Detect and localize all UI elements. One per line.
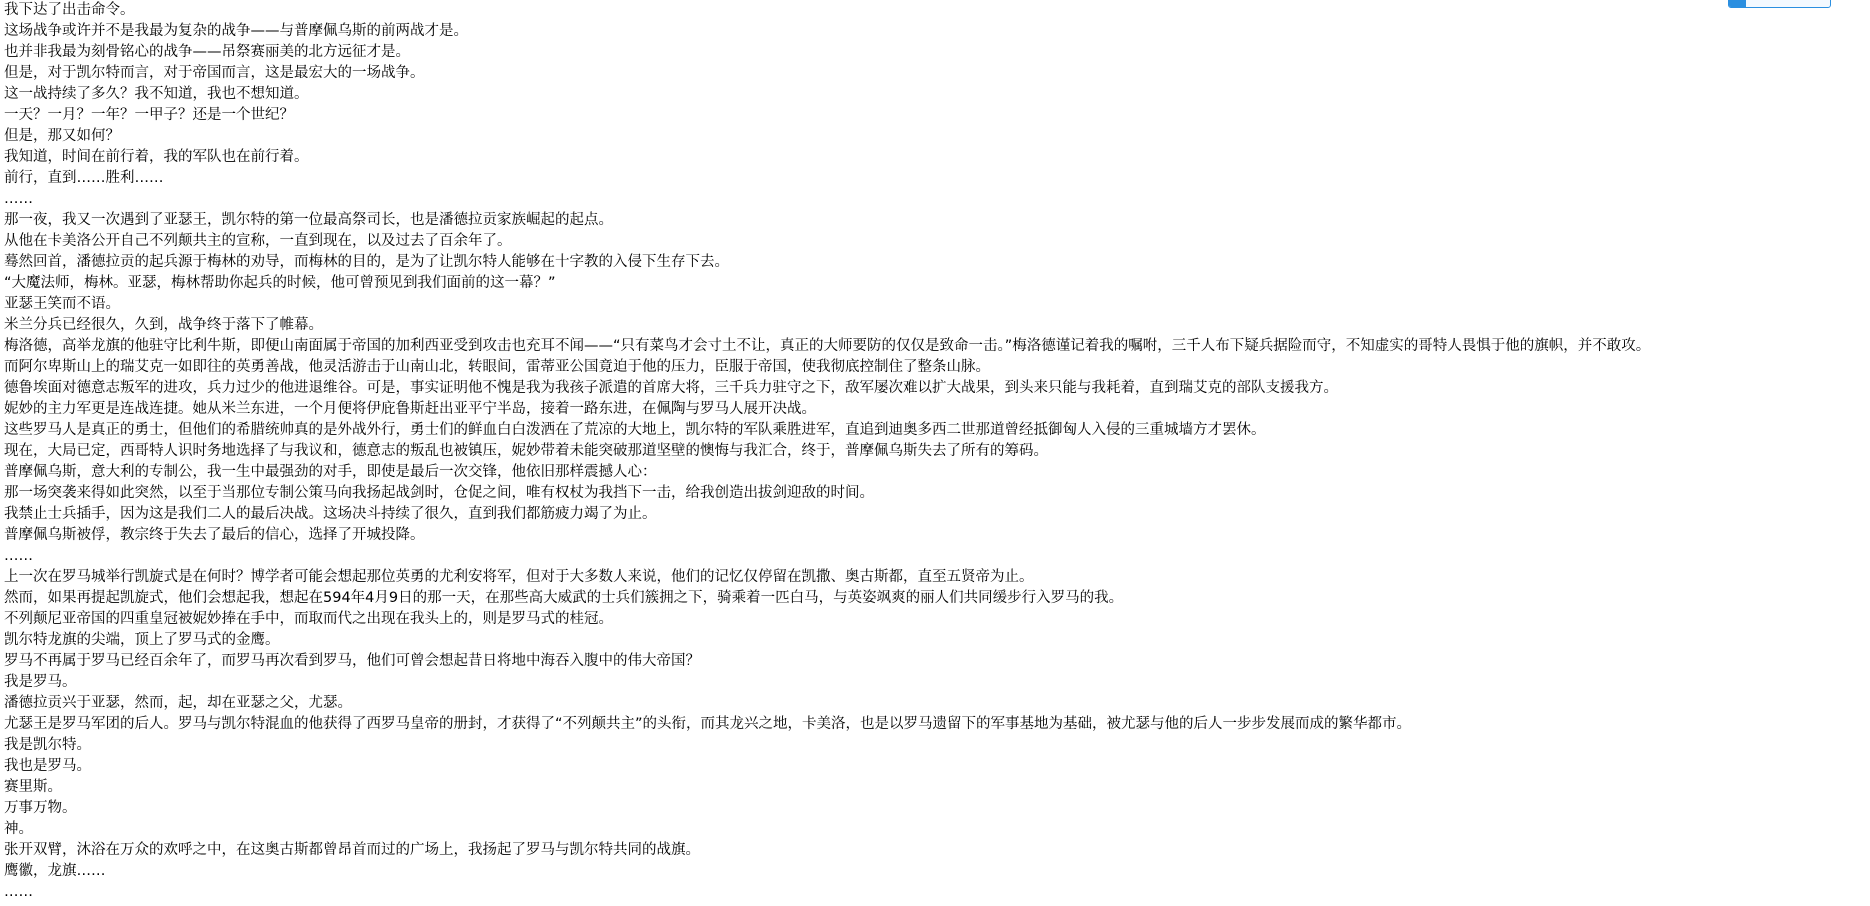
text-line: 万事万物。 <box>4 800 77 816</box>
text-line: 张开双臂，沐浴在万众的欢呼之中，在这奥古斯都曾昂首而过的广场上，我扬起了罗马与凯尔特共同的战旗。 <box>4 842 700 858</box>
text-line: 我禁止士兵插手，因为这是我们二人的最后决战。这场决斗持续了很久，直到我们都筋疲力竭了为止。 <box>4 506 657 522</box>
text-line: …… <box>4 884 33 900</box>
text-line: 但是，那又如何？ <box>4 128 120 144</box>
text-line: “大魔法师，梅林。亚瑟，梅林帮助你起兵的时候，他可曾预见到我们面前的这一幕？” <box>4 275 556 291</box>
text-line: 蓦然回首，潘德拉贡的起兵源于梅林的劝导，而梅林的目的，是为了让凯尔特人能够在十字教的入侵下生存下去。 <box>4 254 729 270</box>
text-line: …… <box>4 191 33 207</box>
text-line: 米兰分兵已经很久，久到，战争终于落下了帷幕。 <box>4 317 323 333</box>
text-line: 神。 <box>4 821 33 837</box>
text-line: 妮妙的主力军更是连战连捷。她从米兰东进，一个月便将伊庇鲁斯赶出亚平宁半岛，接着一路东进，在佩陶与罗马人展开决战。 <box>4 401 816 417</box>
text-line: 我是凯尔特。 <box>4 737 91 753</box>
text-line: 罗马不再属于罗马已经百余年了，而罗马再次看到罗马，他们可曾会想起昔日将地中海吞入腹中的伟大帝国？ <box>4 653 700 669</box>
text-line: 我知道，时间在前行着，我的军队也在前行着。 <box>4 149 309 165</box>
text-line: …… <box>4 548 33 564</box>
text-line: 也并非我最为刻骨铭心的战争——吊祭赛丽美的北方远征才是。 <box>4 44 410 60</box>
text-line: 前行，直到……胜利…… <box>4 170 164 186</box>
text-line: 从他在卡美洛公开自己不列颠共主的宣称，一直到现在，以及过去了百余年了。 <box>4 233 512 249</box>
text-line: 那一夜，我又一次遇到了亚瑟王，凯尔特的第一位最高祭司长，也是潘德拉贡家族崛起的起点。 <box>4 212 613 228</box>
text-line: 赛里斯。 <box>4 779 62 795</box>
article-text <box>4 0 1866 903</box>
text-line: 而阿尔卑斯山上的瑞艾克一如即往的英勇善战，他灵活游击于山南山北，转眼间，雷蒂亚公国竟迫于他的压力，臣服于帝国，使我彻底控制住了整条山脉。 <box>4 359 990 375</box>
text-line: 现在，大局已定，西哥特人识时务地选择了与我议和，德意志的叛乱也被镇压，妮妙带着未能突破那道坚壁的懊悔与我汇合，终于，普摩佩乌斯失去了所有的筹码。 <box>4 443 1048 459</box>
text-line: 这场战争或许并不是我最为复杂的战争——与普摩佩乌斯的前两战才是。 <box>4 23 468 39</box>
text-line: 普摩佩乌斯被俘，教宗终于失去了最后的信心，选择了开城投降。 <box>4 527 425 543</box>
text-line: 亚瑟王笑而不语。 <box>4 296 120 312</box>
text-line: 鹰徽，龙旗…… <box>4 863 106 879</box>
text-line: 我也是罗马。 <box>4 758 91 774</box>
text-line: 梅洛德，高举龙旗的他驻守比利牛斯，即便山南面属于帝国的加利西亚受到攻击也充耳不闻——“只有菜鸟才会寸土不让，真正的大师要防的仅仅是致命一击。”梅洛德谨记着我的嘱咐，三千人布下疑兵据险而守，不知虚实的哥特人畏惧于他的旗帜，并不敢攻。 <box>4 338 1651 354</box>
text-line: 不列颠尼亚帝国的四重皇冠被妮妙捧在手中，而取而代之出现在我头上的，则是罗马式的桂冠。 <box>4 611 613 627</box>
text-line: 然而，如果再提起凯旋式，他们会想起我，想起在594年4月9日的那一天，在那些高大威武的士兵们簇拥之下，骑乘着一匹白马，与英姿飒爽的丽人们共同缓步行入罗马的我。 <box>4 590 1124 606</box>
text-line: 那一场突袭来得如此突然，以至于当那位专制公策马向我扬起战剑时，仓促之间，唯有权杖为我挡下一击，给我创造出拔剑迎敌的时间。 <box>4 485 874 501</box>
text-line: 我是罗马。 <box>4 674 77 690</box>
text-line: 这些罗马人是真正的勇士，但他们的希腊统帅真的是外战外行，勇士们的鲜血白白泼洒在了荒凉的大地上，凯尔特的军队乘胜进军，直追到迪奥多西二世那道曾经抵御匈人入侵的三重城墙方才罢休。 <box>4 422 1266 438</box>
text-line: 上一次在罗马城举行凯旋式是在何时？博学者可能会想起那位英勇的尤利安将军，但对于大多数人来说，他们的记忆仅停留在凯撒、奥古斯都，直至五贤帝为止。 <box>4 569 1034 585</box>
text-line: 尤瑟王是罗马军团的后人。罗马与凯尔特混血的他获得了西罗马皇帝的册封，才获得了“不列颠共主”的头衔，而其龙兴之地，卡美洛，也是以罗马遗留下的军事基地为基础，被尤瑟与他的后人一步步发展而成的繁华都市。 <box>4 716 1412 732</box>
text-line: 我下达了出击命令。 <box>4 2 135 18</box>
text-line: 这一战持续了多久？我不知道，我也不想知道。 <box>4 86 309 102</box>
text-line: 潘德拉贡兴于亚瑟，然而，起，却在亚瑟之父，尤瑟。 <box>4 695 352 711</box>
text-line: 但是，对于凯尔特而言，对于帝国而言，这是最宏大的一场战争。 <box>4 65 425 81</box>
text-line: 凯尔特龙旗的尖端，顶上了罗马式的金鹰。 <box>4 632 280 648</box>
text-line: 德鲁埃面对德意志叛军的进攻，兵力过少的他进退维谷。可是，事实证明他不愧是我为我孩子派遣的首席大将，三千兵力驻守之下，敌军屡次难以扩大战果，到头来只能与我耗着，直到瑞艾克的部队支援我方。 <box>4 380 1338 396</box>
text-line: 一天？一月？一年？一甲子？还是一个世纪？ <box>4 107 294 123</box>
text-line: 普摩佩乌斯，意大利的专制公，我一生中最强劲的对手，即使是最后一次交锋，他依旧那样震撼人心： <box>4 464 657 480</box>
